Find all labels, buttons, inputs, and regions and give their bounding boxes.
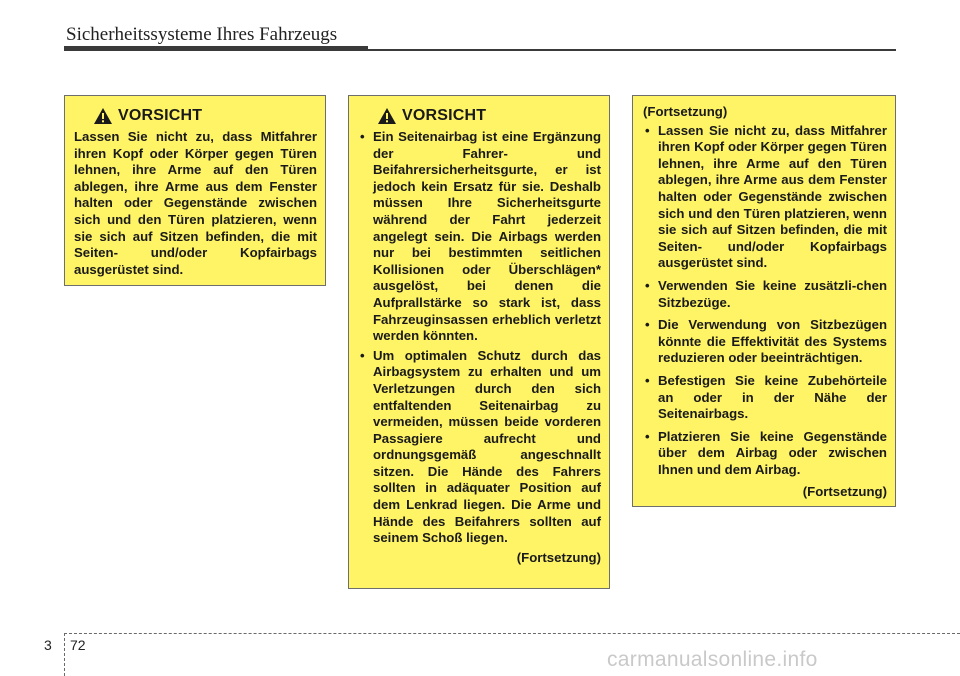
continued-note-top: (Fortsetzung) <box>643 104 728 119</box>
list-item: • Ein Seitenairbag ist eine Ergänzung der Fahrer- und Beifahrersicherheitsgurte, er ist jedoch kein Ersatz für sie. Deshalb müssen Ihre Sicherheitsgurte während der Fahrt jederzeit angelegt sein. Die Airbags werden nur bei bestimmten seitlichen Kollisionen oder Überschlägen* ausgelöst, bei denen die Aufprallstärke so stark ist, dass Fahrzeuginsassen erheblich verletzt werden könnten. <box>358 129 601 345</box>
caution-label: VORSICHT <box>118 106 203 124</box>
list-item: • Verwenden Sie keine zusätzli-chen Sitzbezüge. <box>643 278 887 311</box>
header-rule <box>64 46 368 51</box>
caution-box-1 <box>64 95 326 286</box>
list-item: • Platzieren Sie keine Gegenstände über dem Airbag oder zwischen Ihnen und dem Airbag. <box>643 429 887 479</box>
footer-divider <box>64 633 65 676</box>
watermark: carmanualsonline.info <box>607 648 818 671</box>
caution-text: Lassen Sie nicht zu, dass Mitfahrer ihren Kopf oder Körper gegen Türen lehnen, ihre Arme auf den Türen ablegen, ihre Arme aus dem Fenster halten oder Gegenstände zwischen sich und den Türen platzieren, wenn sie sich auf Sitzen befinden, die mit Seiten- und/oder Kopfairbags ausgerüstet sind. <box>74 129 317 277</box>
section-number: 3 <box>44 637 52 653</box>
caution-box-3 <box>632 95 896 507</box>
caution-heading <box>377 107 601 125</box>
caution-bullet-list <box>358 129 601 547</box>
caution-bullet-list <box>643 123 887 479</box>
footer-rule <box>64 633 960 634</box>
page-number: 72 <box>70 637 86 653</box>
list-item: • Die Verwendung von Sitzbezügen könnte die Effektivität des Systems reduzieren oder beeinträchtigen. <box>643 317 887 367</box>
continued-note-bottom: (Fortsetzung) <box>802 484 887 500</box>
list-item: • Lassen Sie nicht zu, dass Mitfahrer ihren Kopf oder Körper gegen Türen lehnen, ihre Arme auf den Türen ablegen, ihre Arme aus dem Fenster halten oder Gegenstände zwischen sich und den Türen platzieren, wenn sie sich auf Sitzen befinden, die mit Seiten- und/oder Kopfairbags ausgerüstet sind. <box>643 123 887 272</box>
continued-note: (Fortsetzung) <box>516 549 601 565</box>
caution-heading <box>93 107 317 125</box>
list-item: • Um optimalen Schutz durch das Airbagsystem zu erhalten und um Verletzungen durch den sich entfaltenden Seitenairbag zu vermeiden, müssen beide vorderen Passagiere aufrecht und ordnungsgemäß angeschnallt sitzen. Die Hände des Fahrers sollten in adäquater Position auf dem Lenkrad liegen. Die Arme und Hände des Beifahrers sollten auf seinem Schoß liegen. <box>358 348 601 547</box>
caution-box-2 <box>348 95 610 589</box>
list-item: • Befestigen Sie keine Zubehörteile an oder in der Nähe der Seitenairbags. <box>643 373 887 423</box>
header-rule-thin <box>368 49 896 51</box>
warning-triangle-icon <box>93 107 113 125</box>
page-title: Sicherheitssysteme Ihres Fahrzeugs <box>66 24 338 45</box>
caution-label: VORSICHT <box>402 106 487 124</box>
warning-triangle-icon <box>377 107 397 125</box>
